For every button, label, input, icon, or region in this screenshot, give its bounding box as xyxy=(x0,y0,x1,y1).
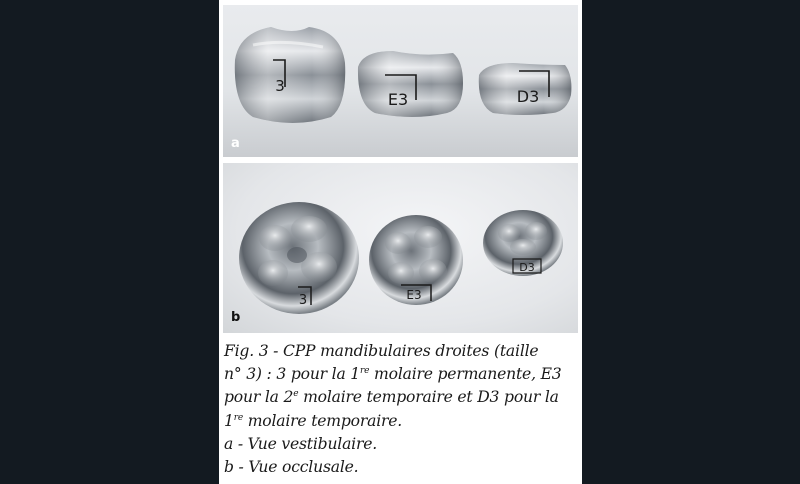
crown-d3-occlusal xyxy=(483,210,563,276)
caption-line-2: n° 3) : 3 pour la 1re molaire permanente, E3 xyxy=(224,365,562,384)
crown-e3-mark-b: E3 xyxy=(406,288,422,302)
crown-d3-mark-a: D3 xyxy=(516,87,540,106)
crown-3-vestibular xyxy=(235,27,345,123)
caption-line-5: a - Vue vestibulaire. xyxy=(224,434,378,453)
crown-3-mark-a: 3 xyxy=(275,77,285,95)
crown-d3-mark-b: D3 xyxy=(519,261,535,274)
panel-a-label: a xyxy=(231,136,240,151)
photo-panel-a xyxy=(223,5,578,157)
photo-panel-b xyxy=(223,163,578,333)
crown-3-occlusal xyxy=(239,202,359,314)
panel-b-label: b xyxy=(231,310,241,325)
crown-e3-occlusal xyxy=(369,215,463,305)
crown-e3-vestibular xyxy=(358,51,463,117)
crown-e3-mark-a: E3 xyxy=(387,90,409,109)
crown-3-mark-b: 3 xyxy=(298,293,308,308)
figure-caption xyxy=(224,340,576,479)
caption-line-1: Fig. 3 - CPP mandibulaires droites (taille xyxy=(224,342,539,360)
caption-line-4: 1re molaire temporaire. xyxy=(224,411,403,430)
crowns-occlusal-view xyxy=(223,163,578,333)
figure-page xyxy=(219,0,582,484)
caption-line-3: pour la 2e molaire temporaire et D3 pour la xyxy=(224,388,559,407)
crowns-vestibular-view xyxy=(223,5,578,157)
crown-d3-vestibular xyxy=(479,63,572,115)
caption-line-6: b - Vue occlusale. xyxy=(224,458,359,477)
